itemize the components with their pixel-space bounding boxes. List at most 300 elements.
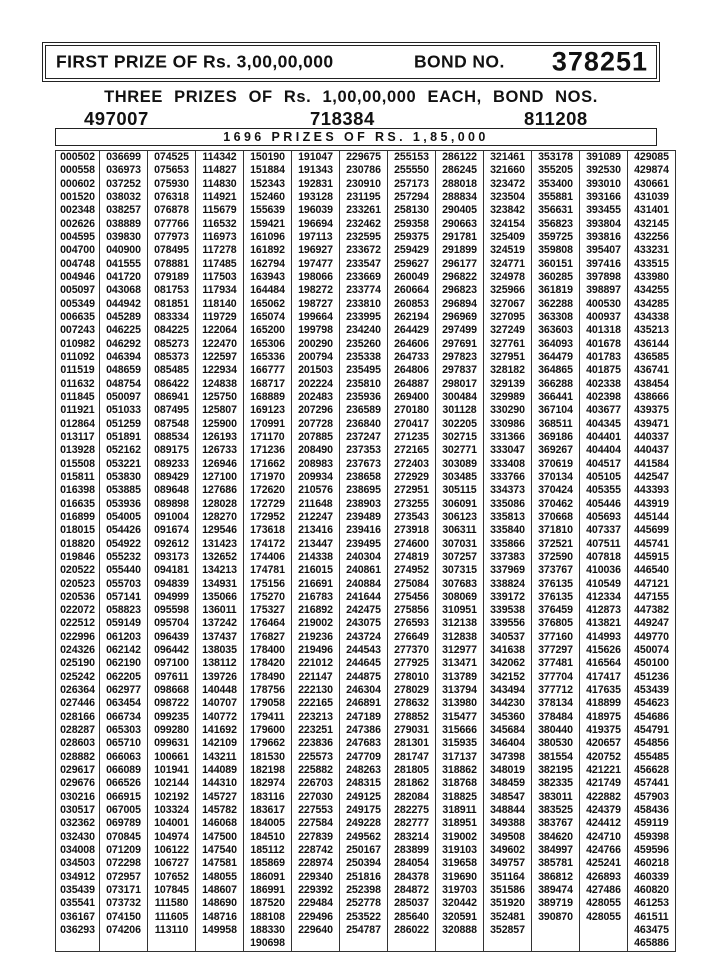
bond-number: 038032 [106,190,141,203]
bond-number: 011921 [60,404,95,417]
bond-number: 002626 [60,217,95,230]
bond-number: 140707 [202,697,237,710]
bond-number: 324154 [490,217,525,230]
bond-number: 278852 [394,710,429,723]
bond-number: 182974 [250,777,285,790]
bond-number: 345684 [490,724,525,737]
bond-number: 393816 [586,230,621,243]
bond-column-2 [100,151,148,952]
bond-number: 327951 [490,350,525,363]
bond-number: 190698 [250,937,285,950]
bond-number: 376135 [538,577,573,590]
bond-number: 461511 [634,910,669,923]
bond-number: 370668 [538,510,573,523]
bond-number: 463475 [634,924,669,937]
bond-number: 107652 [154,870,189,883]
bond-number: 210576 [298,484,333,497]
bond-number: 071209 [106,844,141,857]
bond-number: 114827 [202,164,237,177]
bond-number: 094839 [154,577,189,590]
bond-number: 144310 [202,777,237,790]
bond-number: 319703 [442,884,477,897]
bond-number: 376805 [538,617,573,630]
bond-number: 244875 [346,670,381,683]
bond-number: 369186 [538,430,573,443]
bond-number: 038889 [106,217,141,230]
bond-number: 146068 [202,817,237,830]
bond-number: 046225 [106,324,141,337]
bond-number: 285037 [394,897,429,910]
bond-number: 342152 [490,670,525,683]
bond-number: 433980 [634,270,669,283]
bond-number: 172729 [250,497,285,510]
bond-number: 020523 [60,577,95,590]
bond-number: 015811 [60,470,95,483]
bond-number: 384997 [538,844,573,857]
bond-number: 219002 [298,617,333,630]
bond-number: 429874 [634,164,669,177]
bond-number: 059149 [106,617,141,630]
bond-number: 019846 [60,550,95,563]
bond-number: 345360 [490,710,525,723]
bond-number: 317137 [442,750,477,763]
bond-number: 434338 [634,310,669,323]
bond-number: 140772 [202,710,237,723]
bond-number: 002348 [60,204,95,217]
bond-number: 283899 [394,844,429,857]
bond-number: 165336 [250,350,285,363]
bond-number: 371810 [538,524,573,537]
bond-number: 447121 [634,577,669,590]
bond-number: 436585 [634,350,669,363]
bond-number: 122470 [202,337,237,350]
bond-number: 369267 [538,444,573,457]
bond-number: 078495 [154,244,189,257]
bond-number: 083334 [154,310,189,323]
bond-number: 165062 [250,297,285,310]
bond-number: 198272 [298,284,333,297]
bond-number: 040900 [106,244,141,257]
bond-number: 431401 [634,204,669,217]
bond-number: 272929 [394,470,429,483]
bond-number: 250394 [346,857,381,870]
bond-number: 178490 [250,670,285,683]
bond-number: 344230 [490,697,525,710]
bond-number: 089898 [154,497,189,510]
bond-number: 085373 [154,350,189,363]
first-prize-box [42,42,660,82]
bond-number: 075930 [154,177,189,190]
bond-number: 013928 [60,444,95,457]
bond-number: 097100 [154,657,189,670]
bond-number: 181530 [250,750,285,763]
bond-number: 422882 [586,790,621,803]
bond-number: 034912 [60,870,95,883]
bond-number: 282275 [394,804,429,817]
bond-number: 147500 [202,830,237,843]
bond-number: 274819 [394,550,429,563]
bond-number: 297823 [442,350,477,363]
bond-number: 315666 [442,724,477,737]
bond-number: 264733 [394,350,429,363]
bond-number: 397416 [586,257,621,270]
bond-number: 122934 [202,364,237,377]
bond-number: 025242 [60,670,95,683]
bond-number: 221012 [298,657,333,670]
bond-number: 284872 [394,884,429,897]
bond-number: 424710 [586,830,621,843]
bond-number: 051891 [106,430,141,443]
bond-number: 000502 [60,151,95,163]
bond-number: 207296 [298,404,333,417]
bond-number: 051259 [106,417,141,430]
bond-number: 290405 [442,204,477,217]
bond-number: 227553 [298,804,333,817]
bond-number: 319690 [442,870,477,883]
bond-number: 165074 [250,310,285,323]
bond-number: 281747 [394,750,429,763]
bond-number: 233261 [346,204,381,217]
bond-number: 337383 [490,550,525,563]
bond-number: 373767 [538,564,573,577]
bond-number: 264606 [394,337,429,350]
bond-number: 318951 [442,817,477,830]
bond-number: 421221 [586,764,621,777]
bond-number: 041720 [106,270,141,283]
bond-number: 132652 [202,550,237,563]
bond-number: 458436 [634,804,669,817]
second-prize-bond-3: 811208 [524,108,588,129]
bond-number: 447382 [634,604,669,617]
bond-number: 356631 [538,204,573,217]
bond-number: 364865 [538,364,573,377]
bond-number: 089233 [154,457,189,470]
bond-number: 054005 [106,510,141,523]
bond-number: 229675 [346,151,381,163]
bond-number: 249125 [346,790,381,803]
bond-number: 011845 [60,390,95,403]
bond-number: 286122 [442,151,477,163]
bond-number: 296177 [442,257,477,270]
bond-number: 353178 [538,151,573,163]
bond-number: 020522 [60,564,95,577]
bond-number: 246891 [346,697,381,710]
bond-number: 114830 [202,177,237,190]
bond-number: 106727 [154,857,189,870]
bond-number: 199664 [298,310,333,323]
bond-number: 275856 [394,604,429,617]
bond-number: 101941 [154,764,189,777]
bond-number: 321660 [490,164,525,177]
bond-number: 223251 [298,724,333,737]
bond-number: 055440 [106,564,141,577]
bond-number: 012864 [60,417,95,430]
bond-number: 198066 [298,270,333,283]
bond-number: 004595 [60,230,95,243]
bond-number: 171970 [250,470,285,483]
bond-number: 385781 [538,857,573,870]
bond-number: 443393 [634,484,669,497]
bond-number: 264806 [394,364,429,377]
bond-number: 307257 [442,550,477,563]
bond-number: 016899 [60,510,95,523]
bond-number: 029617 [60,764,95,777]
bond-number: 447155 [634,590,669,603]
bond-number: 382335 [538,777,573,790]
bond-number: 286022 [394,924,429,937]
bond-number: 111605 [154,910,189,923]
bond-number: 229392 [298,884,333,897]
bond-number: 037252 [106,177,141,190]
bond-number: 233547 [346,257,381,270]
bond-number: 229484 [298,897,333,910]
bond-number: 229496 [298,910,333,923]
bond-number: 183116 [250,790,285,803]
bond-number: 359725 [538,230,573,243]
bond-number: 445144 [634,510,669,523]
bond-number: 238695 [346,484,381,497]
bond-number: 401318 [586,324,621,337]
bond-number: 235260 [346,337,381,350]
bond-number: 096442 [154,644,189,657]
bond-number: 148607 [202,884,237,897]
bond-number: 179058 [250,697,285,710]
bond-number: 269400 [394,390,429,403]
bond-number: 440437 [634,444,669,457]
bond-number: 175327 [250,604,285,617]
bond-number: 327761 [490,337,525,350]
bond-number: 450074 [634,644,669,657]
bond-number: 147540 [202,844,237,857]
bond-number: 016398 [60,484,95,497]
bond-number: 095704 [154,617,189,630]
bond-number: 062190 [106,657,141,670]
bond-number: 076318 [154,190,189,203]
bond-number: 246304 [346,684,381,697]
bond-number: 237673 [346,457,381,470]
bond-number: 352481 [490,910,525,923]
bond-number: 232462 [346,217,381,230]
bond-number: 134931 [202,577,237,590]
bond-number: 102192 [154,790,189,803]
bond-number: 152343 [250,177,285,190]
bond-number: 321461 [490,151,525,163]
bond-number: 233995 [346,310,381,323]
bond-number: 170991 [250,417,285,430]
bond-number: 200794 [298,350,333,363]
bond-number: 296894 [442,297,477,310]
bond-number: 116532 [202,217,237,230]
bond-number: 424412 [586,817,621,830]
bond-number: 213416 [298,524,333,537]
bond-number: 236589 [346,404,381,417]
bond-number: 389719 [538,897,573,910]
bond-number: 136011 [202,604,237,617]
bond-number: 417417 [586,670,621,683]
bond-number: 024326 [60,644,95,657]
bond-number: 171236 [250,444,285,457]
bond-number: 223836 [298,737,333,750]
second-prize-label: THREE PRIZES OF Rs. 1,00,00,000 EACH, BOND NOS. [104,88,598,106]
bond-number: 073732 [106,897,141,910]
bond-number: 027446 [60,697,95,710]
bond-number: 370134 [538,470,573,483]
bond-number: 428055 [586,897,621,910]
bond-number: 284054 [394,857,429,870]
bond-number: 260664 [394,284,429,297]
bond-number: 410036 [586,564,621,577]
bond-number: 433231 [634,244,669,257]
bond-number: 197477 [298,257,333,270]
bond-number: 368511 [538,417,573,430]
bond-number: 113110 [154,924,189,937]
bond-column-1 [56,151,100,952]
bond-number: 355881 [538,190,573,203]
bond-number: 413821 [586,617,621,630]
bond-number: 114342 [202,151,237,163]
bond-number: 036167 [60,910,95,923]
bond-number: 086422 [154,377,189,390]
bond-number: 277370 [394,644,429,657]
bond-number: 353400 [538,177,573,190]
bond-number: 028603 [60,737,95,750]
bond-number: 281862 [394,777,429,790]
bond-number: 171170 [250,430,285,443]
bond-number: 393804 [586,217,621,230]
bond-number: 028882 [60,750,95,763]
bond-number: 171662 [250,457,285,470]
bond-number: 318911 [442,804,477,817]
bond-number: 089648 [154,484,189,497]
bond-number: 065710 [106,737,141,750]
bond-number: 034008 [60,844,95,857]
bond-number: 325409 [490,230,525,243]
bond-number: 093173 [154,550,189,563]
bond-number: 255153 [394,151,429,163]
bond-number: 202224 [298,377,333,390]
bond-number: 454791 [634,724,669,737]
bond-number: 233669 [346,270,381,283]
second-prize-bonds [42,108,660,128]
bond-number: 178756 [250,684,285,697]
bond-number: 450100 [634,657,669,670]
bond-number: 372521 [538,537,573,550]
bond-number: 428055 [586,910,621,923]
bond-column-13 [628,151,676,952]
bond-number: 432145 [634,217,669,230]
bond-number: 138112 [202,657,237,670]
bond-number: 077766 [154,217,189,230]
bond-number: 376135 [538,590,573,603]
bond-number: 301128 [442,404,477,417]
bond-number: 179600 [250,724,285,737]
bond-number: 196039 [298,204,333,217]
bond-number: 184005 [250,817,285,830]
bond-number: 011092 [60,350,95,363]
bond-number: 114921 [202,190,237,203]
bond-number: 290663 [442,217,477,230]
third-prize-header [55,128,657,146]
bond-number: 377712 [538,684,573,697]
bond-number: 424379 [586,804,621,817]
bond-number: 239416 [346,524,381,537]
bond-number: 349508 [490,830,525,843]
bond-number: 219236 [298,630,333,643]
bond-number: 443919 [634,497,669,510]
bond-number: 277925 [394,657,429,670]
bond-number: 172952 [250,510,285,523]
bond-number: 459119 [634,817,669,830]
bond-number: 126946 [202,457,237,470]
bond-number: 219496 [298,644,333,657]
bond-number: 104974 [154,830,189,843]
bond-number: 228974 [298,857,333,870]
bond-number: 169123 [250,404,285,417]
bond-number: 247189 [346,710,381,723]
bond-number: 000558 [60,164,95,177]
bond-number: 227030 [298,790,333,803]
bond-number: 393455 [586,204,621,217]
bond-number: 323504 [490,190,525,203]
bond-number: 457441 [634,777,669,790]
bond-number: 034503 [60,857,95,870]
bond-number: 363308 [538,310,573,323]
bond-number: 281301 [394,737,429,750]
bond-number: 427486 [586,884,621,897]
bond-number: 402338 [586,377,621,390]
bond-number: 137437 [202,630,237,643]
bond-number: 000602 [60,177,95,190]
bond-number: 186091 [250,870,285,883]
bond-number: 074150 [106,910,141,923]
bond-number: 434255 [634,284,669,297]
first-prize-bond-label: BOND NO. [414,51,505,72]
bond-number: 125807 [202,404,237,417]
bond-number: 025190 [60,657,95,670]
bond-number: 081851 [154,297,189,310]
bond-number: 168717 [250,377,285,390]
bond-number: 062205 [106,670,141,683]
bond-number: 275456 [394,590,429,603]
bond-number: 436144 [634,337,669,350]
bond-number: 018820 [60,537,95,550]
bond-number: 053885 [106,484,141,497]
bond-number: 044942 [106,297,141,310]
bond-number: 362288 [538,297,573,310]
bond-number: 319103 [442,844,477,857]
bond-number: 179411 [250,710,285,723]
bond-number: 313794 [442,684,477,697]
bond-number: 445699 [634,524,669,537]
bond-number: 282777 [394,817,429,830]
bond-number: 088534 [154,430,189,443]
bond-number: 366288 [538,377,573,390]
bond-number: 383767 [538,817,573,830]
bond-number: 407337 [586,524,621,537]
bond-number: 066734 [106,710,141,723]
bond-column-6 [292,151,340,952]
bond-number: 091004 [154,510,189,523]
bond-number: 285640 [394,910,429,923]
bond-number: 001520 [60,190,95,203]
bond-number: 209934 [298,470,333,483]
bond-number: 150190 [250,151,285,163]
bond-number: 233810 [346,297,381,310]
bond-number: 128270 [202,510,237,523]
bond-number: 355205 [538,164,573,177]
bond-number: 104001 [154,817,189,830]
bond-number: 397898 [586,270,621,283]
